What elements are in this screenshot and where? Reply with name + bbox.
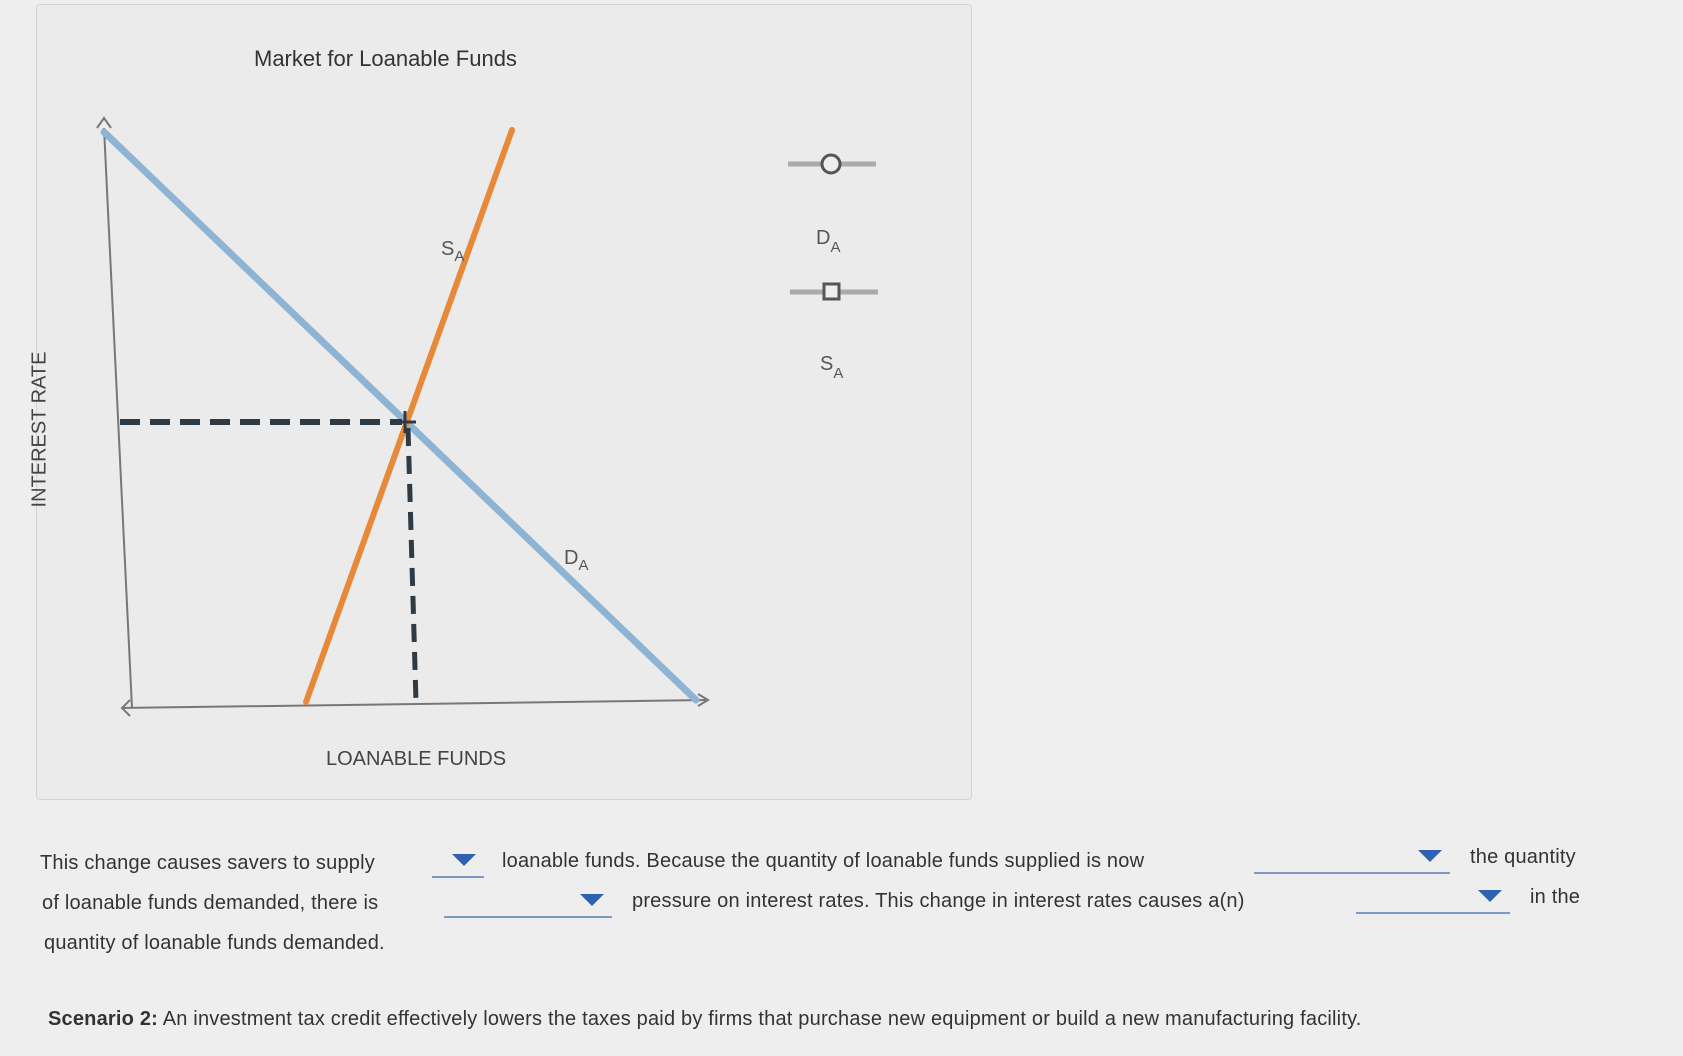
graph-title: Market for Loanable Funds	[254, 46, 517, 71]
chevron-down-icon	[452, 854, 476, 866]
scenario-body: An investment tax credit effectively lowers the taxes paid by firms that purchase new equipment or build a new manufacturing facility.	[162, 1008, 1362, 1030]
question-text-7: quantity of loanable funds demanded.	[44, 932, 385, 954]
chevron-down-icon	[580, 894, 604, 906]
demand-tool-label: $D_A$	[816, 227, 841, 256]
supply-curve-label: $S_A$	[441, 238, 465, 265]
y-axis	[104, 128, 132, 708]
change-dropdown[interactable]	[1356, 886, 1510, 914]
scenario-text	[48, 1008, 1362, 1031]
demand-curve	[104, 132, 696, 700]
chevron-down-icon	[1418, 850, 1442, 862]
y-axis-label: INTEREST RATE	[28, 351, 51, 508]
circle-marker-icon	[822, 155, 840, 173]
question-text-3: the quantity	[1470, 846, 1576, 868]
supply-curve	[306, 130, 512, 702]
demand-curve-label: $D_A$	[564, 547, 589, 574]
question-text-4: of loanable funds demanded, there is	[42, 892, 379, 914]
equilibrium-quantity-dashed-line	[408, 428, 416, 702]
scenario-label: Scenario 2:	[48, 1008, 159, 1030]
supply-tool-label: $S_A$	[820, 353, 844, 382]
supply-vs-demand-dropdown[interactable]	[1254, 846, 1450, 874]
supply-tool[interactable]	[790, 284, 878, 299]
question-text-1: This change causes savers to supply	[40, 852, 375, 874]
question-text-2: loanable funds. Because the quantity of loanable funds supplied is now	[502, 850, 1145, 872]
square-marker-icon	[824, 284, 839, 299]
pressure-dropdown[interactable]	[444, 890, 612, 918]
demand-tool[interactable]	[788, 155, 876, 173]
question-text-5: pressure on interest rates. This change in interest rates causes a(n)	[632, 890, 1245, 912]
supply-direction-dropdown[interactable]	[432, 850, 484, 878]
question-text-6: in the	[1530, 886, 1581, 908]
chevron-down-icon	[1478, 890, 1502, 902]
x-axis-label: LOANABLE FUNDS	[326, 748, 507, 770]
y-axis-arrow	[97, 118, 111, 128]
x-axis	[122, 700, 706, 708]
